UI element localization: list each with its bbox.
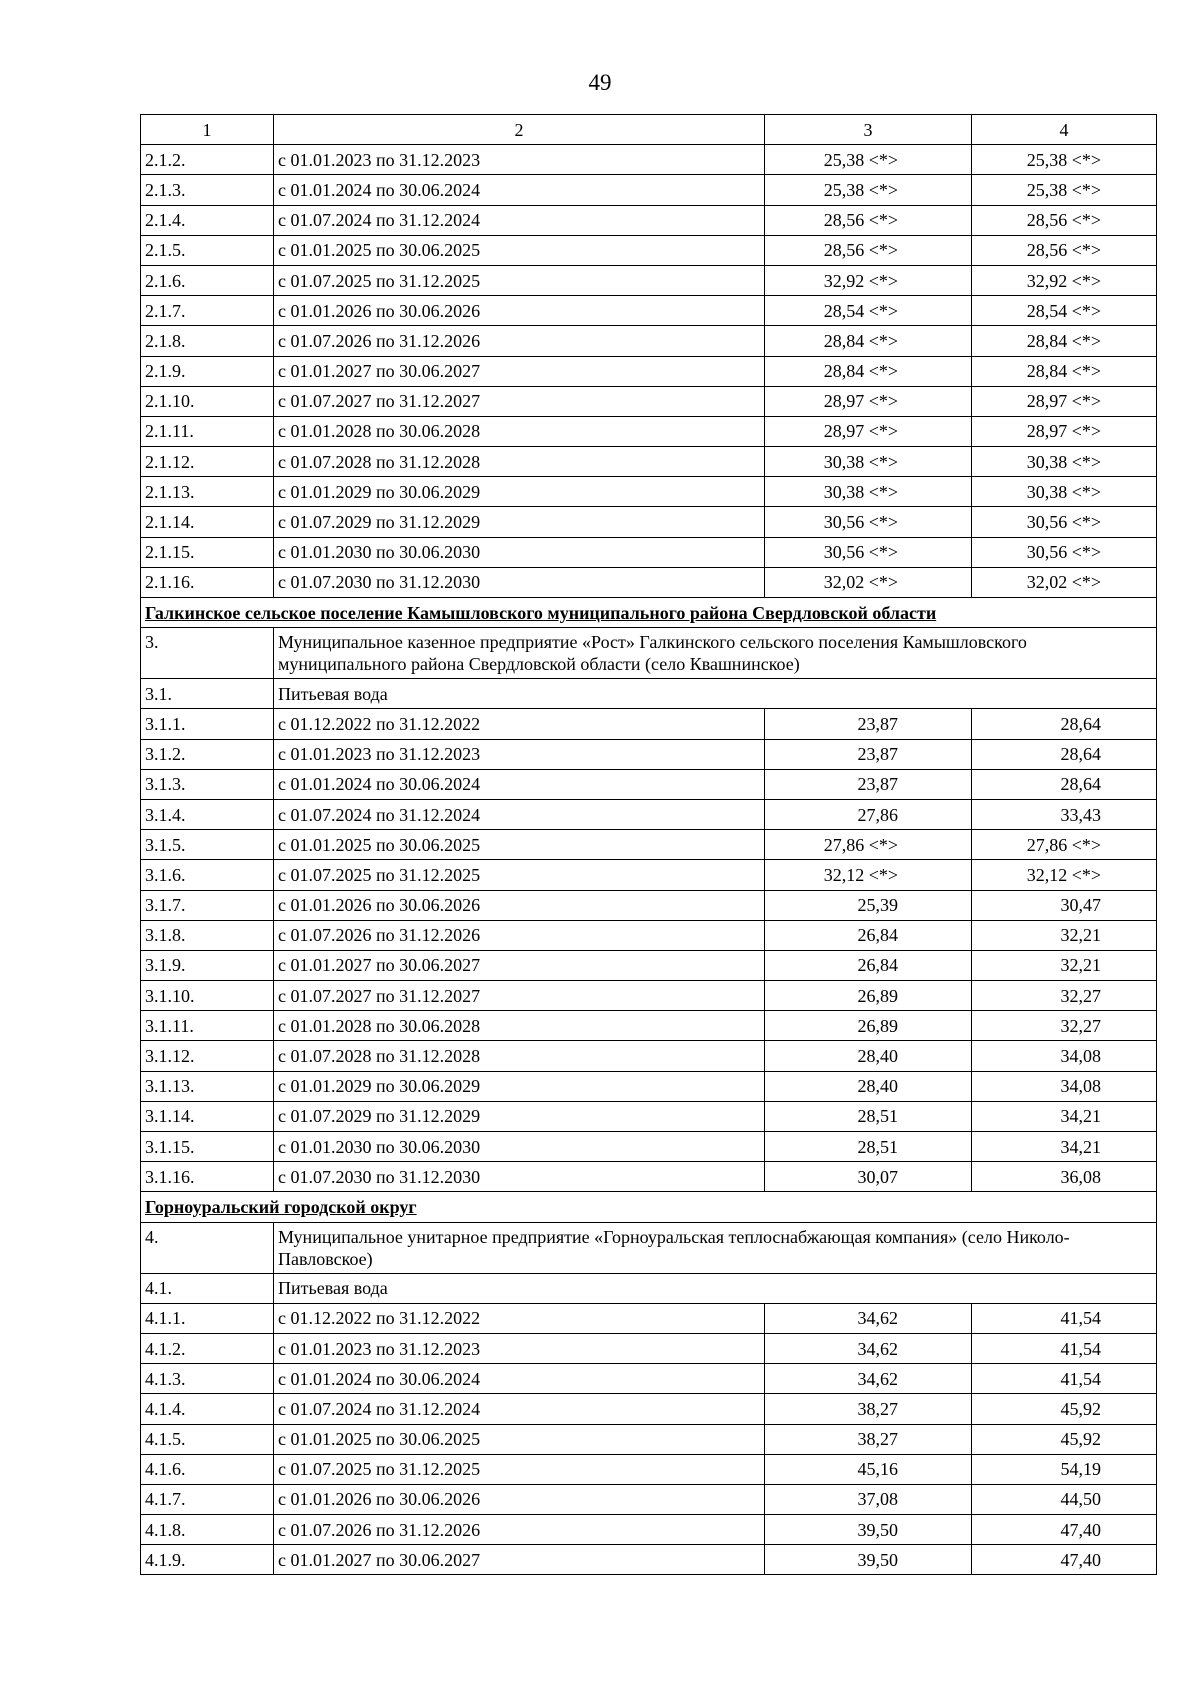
- period-cell: с 01.07.2030 по 31.12.2030: [274, 1162, 765, 1192]
- tariff-col-4: 30,56 <*>: [972, 507, 1157, 537]
- tariff-col-4: 30,38 <*>: [972, 447, 1157, 477]
- table-row: [141, 1394, 1157, 1424]
- table-row: [141, 1364, 1157, 1394]
- row-number: 3.1.1.: [141, 709, 274, 739]
- row-number: 2.1.4.: [141, 205, 274, 235]
- table-row: [141, 477, 1157, 507]
- row-number: 2.1.5.: [141, 235, 274, 265]
- section-heading-row: [141, 1192, 1157, 1222]
- tariff-col-4: 30,56 <*>: [972, 537, 1157, 567]
- tariff-col-3: 39,50: [765, 1515, 972, 1545]
- row-number: 2.1.2.: [141, 145, 274, 175]
- tariff-col-4: 28,54 <*>: [972, 296, 1157, 326]
- tariff-col-3: 26,89: [765, 981, 972, 1011]
- period-cell: с 01.12.2022 по 31.12.2022: [274, 709, 765, 739]
- row-number: 3.1.5.: [141, 830, 274, 860]
- table-row: [141, 739, 1157, 769]
- table-row: [141, 537, 1157, 567]
- tariff-col-4: 28,64: [972, 709, 1157, 739]
- tariff-col-3: 30,07: [765, 1162, 972, 1192]
- period-cell: с 01.01.2029 по 30.06.2029: [274, 1071, 765, 1101]
- tariff-col-3: 34,62: [765, 1303, 972, 1333]
- tariff-col-4: 28,84 <*>: [972, 356, 1157, 386]
- organization-row: [141, 1222, 1157, 1273]
- period-cell: с 01.01.2027 по 30.06.2027: [274, 950, 765, 980]
- period-cell: с 01.07.2026 по 31.12.2026: [274, 920, 765, 950]
- tariff-col-4: 25,38 <*>: [972, 145, 1157, 175]
- tariff-col-3: 25,38 <*>: [765, 145, 972, 175]
- period-cell: с 01.07.2029 по 31.12.2029: [274, 507, 765, 537]
- table-row: [141, 1101, 1157, 1131]
- table-row: [141, 205, 1157, 235]
- row-number: 4.1.4.: [141, 1394, 274, 1424]
- table-row: [141, 799, 1157, 829]
- table-row: [141, 890, 1157, 920]
- header-col-4: 4: [972, 115, 1157, 145]
- period-cell: с 01.07.2029 по 31.12.2029: [274, 1101, 765, 1131]
- tariff-col-3: 28,40: [765, 1071, 972, 1101]
- tariff-table: [140, 114, 1157, 1575]
- tariff-col-4: 32,27: [972, 981, 1157, 1011]
- table-row: [141, 769, 1157, 799]
- row-number: 3.1.: [141, 679, 274, 709]
- tariff-col-3: 23,87: [765, 739, 972, 769]
- header-col-3: 3: [765, 115, 972, 145]
- table-row: [141, 950, 1157, 980]
- row-number: 4.1.5.: [141, 1424, 274, 1454]
- period-cell: с 01.07.2024 по 31.12.2024: [274, 799, 765, 829]
- period-cell: с 01.07.2030 по 31.12.2030: [274, 567, 765, 597]
- row-number: 2.1.7.: [141, 296, 274, 326]
- tariff-col-3: 28,51: [765, 1132, 972, 1162]
- table-row: [141, 830, 1157, 860]
- tariff-col-3: 28,97 <*>: [765, 416, 972, 446]
- table-row: [141, 175, 1157, 205]
- row-number: 3.1.13.: [141, 1071, 274, 1101]
- row-number: 4.: [141, 1222, 274, 1273]
- tariff-col-3: 28,84 <*>: [765, 356, 972, 386]
- period-cell: с 01.07.2028 по 31.12.2028: [274, 447, 765, 477]
- tariff-col-3: 28,56 <*>: [765, 235, 972, 265]
- row-number: 4.1.7.: [141, 1484, 274, 1514]
- tariff-col-4: 28,84 <*>: [972, 326, 1157, 356]
- period-cell: с 01.07.2026 по 31.12.2026: [274, 1515, 765, 1545]
- period-cell: с 01.12.2022 по 31.12.2022: [274, 1303, 765, 1333]
- table-row: [141, 145, 1157, 175]
- row-number: 3.1.3.: [141, 769, 274, 799]
- tariff-col-3: 32,02 <*>: [765, 567, 972, 597]
- tariff-col-3: 30,38 <*>: [765, 477, 972, 507]
- table-row: [141, 860, 1157, 890]
- service-name: Питьевая вода: [274, 1273, 1157, 1303]
- period-cell: с 01.01.2023 по 31.12.2023: [274, 739, 765, 769]
- tariff-col-3: 27,86 <*>: [765, 830, 972, 860]
- tariff-col-4: 28,64: [972, 769, 1157, 799]
- tariff-col-3: 26,84: [765, 950, 972, 980]
- tariff-col-3: 25,38 <*>: [765, 175, 972, 205]
- table-header-row: [141, 115, 1157, 145]
- table-row: [141, 1545, 1157, 1575]
- tariff-col-3: 28,54 <*>: [765, 296, 972, 326]
- table-row: [141, 507, 1157, 537]
- period-cell: с 01.07.2025 по 31.12.2025: [274, 1454, 765, 1484]
- tariff-col-3: 38,27: [765, 1394, 972, 1424]
- period-cell: с 01.01.2027 по 30.06.2027: [274, 1545, 765, 1575]
- period-cell: с 01.01.2025 по 30.06.2025: [274, 235, 765, 265]
- section-heading: Галкинское сельское поселение Камышловского муниципального района Свердловской области: [141, 598, 1157, 628]
- tariff-col-3: 27,86: [765, 799, 972, 829]
- table-row: [141, 416, 1157, 446]
- table-row: [141, 1333, 1157, 1363]
- tariff-col-4: 36,08: [972, 1162, 1157, 1192]
- table-row: [141, 1303, 1157, 1333]
- row-number: 2.1.15.: [141, 537, 274, 567]
- section-heading-row: [141, 598, 1157, 628]
- row-number: 2.1.8.: [141, 326, 274, 356]
- table-row: [141, 296, 1157, 326]
- period-cell: с 01.07.2027 по 31.12.2027: [274, 981, 765, 1011]
- period-cell: с 01.01.2028 по 30.06.2028: [274, 1011, 765, 1041]
- tariff-col-4: 32,92 <*>: [972, 265, 1157, 295]
- row-number: 3.1.12.: [141, 1041, 274, 1071]
- table-row: [141, 447, 1157, 477]
- row-number: 2.1.11.: [141, 416, 274, 446]
- row-number: 3.1.2.: [141, 739, 274, 769]
- tariff-col-3: 23,87: [765, 709, 972, 739]
- organization-name: Муниципальное унитарное предприятие «Горноуральская теплоснабжающая компания» (село Николо-Павловское): [274, 1222, 1157, 1273]
- period-cell: с 01.01.2024 по 30.06.2024: [274, 1364, 765, 1394]
- row-number: 2.1.3.: [141, 175, 274, 205]
- tariff-col-4: 33,43: [972, 799, 1157, 829]
- period-cell: с 01.07.2024 по 31.12.2024: [274, 1394, 765, 1424]
- tariff-col-3: 37,08: [765, 1484, 972, 1514]
- row-number: 3.1.11.: [141, 1011, 274, 1041]
- row-number: 3.1.8.: [141, 920, 274, 950]
- row-number: 3.1.14.: [141, 1101, 274, 1131]
- row-number: 2.1.10.: [141, 386, 274, 416]
- tariff-col-3: 32,92 <*>: [765, 265, 972, 295]
- service-row: [141, 679, 1157, 709]
- service-row: [141, 1273, 1157, 1303]
- tariff-col-4: 32,21: [972, 920, 1157, 950]
- period-cell: с 01.07.2025 по 31.12.2025: [274, 265, 765, 295]
- table-row: [141, 1162, 1157, 1192]
- tariff-col-4: 34,08: [972, 1041, 1157, 1071]
- tariff-col-4: 34,21: [972, 1101, 1157, 1131]
- tariff-col-3: 28,97 <*>: [765, 386, 972, 416]
- tariff-col-4: 41,54: [972, 1364, 1157, 1394]
- table-row: [141, 1515, 1157, 1545]
- tariff-col-4: 30,38 <*>: [972, 477, 1157, 507]
- table-row: [141, 920, 1157, 950]
- period-cell: с 01.07.2028 по 31.12.2028: [274, 1041, 765, 1071]
- tariff-col-4: 25,38 <*>: [972, 175, 1157, 205]
- tariff-col-4: 54,19: [972, 1454, 1157, 1484]
- row-number: 3.1.6.: [141, 860, 274, 890]
- row-number: 4.1.6.: [141, 1454, 274, 1484]
- tariff-col-4: 28,56 <*>: [972, 205, 1157, 235]
- header-col-1: 1: [141, 115, 274, 145]
- row-number: 3.1.16.: [141, 1162, 274, 1192]
- service-name: Питьевая вода: [274, 679, 1157, 709]
- period-cell: с 01.07.2027 по 31.12.2027: [274, 386, 765, 416]
- row-number: 3.1.9.: [141, 950, 274, 980]
- tariff-col-3: 28,84 <*>: [765, 326, 972, 356]
- row-number: 3.1.7.: [141, 890, 274, 920]
- row-number: 2.1.14.: [141, 507, 274, 537]
- period-cell: с 01.01.2030 по 30.06.2030: [274, 1132, 765, 1162]
- tariff-col-4: 28,56 <*>: [972, 235, 1157, 265]
- tariff-col-4: 47,40: [972, 1545, 1157, 1575]
- tariff-col-3: 30,56 <*>: [765, 537, 972, 567]
- table-row: [141, 356, 1157, 386]
- period-cell: с 01.07.2024 по 31.12.2024: [274, 205, 765, 235]
- period-cell: с 01.01.2023 по 31.12.2023: [274, 145, 765, 175]
- tariff-col-3: 28,40: [765, 1041, 972, 1071]
- tariff-col-3: 34,62: [765, 1333, 972, 1363]
- tariff-col-4: 28,97 <*>: [972, 416, 1157, 446]
- tariff-col-4: 34,08: [972, 1071, 1157, 1101]
- row-number: 3.1.15.: [141, 1132, 274, 1162]
- row-number: 4.1.3.: [141, 1364, 274, 1394]
- period-cell: с 01.01.2025 по 30.06.2025: [274, 830, 765, 860]
- tariff-col-3: 28,51: [765, 1101, 972, 1131]
- table-row: [141, 386, 1157, 416]
- row-number: 4.1.9.: [141, 1545, 274, 1575]
- table-row: [141, 326, 1157, 356]
- tariff-col-4: 32,27: [972, 1011, 1157, 1041]
- header-col-2: 2: [274, 115, 765, 145]
- period-cell: с 01.01.2026 по 30.06.2026: [274, 1484, 765, 1514]
- tariff-col-4: 32,02 <*>: [972, 567, 1157, 597]
- tariff-col-4: 28,97 <*>: [972, 386, 1157, 416]
- period-cell: с 01.07.2025 по 31.12.2025: [274, 860, 765, 890]
- tariff-col-4: 34,21: [972, 1132, 1157, 1162]
- row-number: 4.1.: [141, 1273, 274, 1303]
- tariff-col-3: 26,84: [765, 920, 972, 950]
- table-row: [141, 1454, 1157, 1484]
- page-number: 49: [588, 70, 612, 95]
- tariff-col-4: 45,92: [972, 1394, 1157, 1424]
- tariff-col-4: 28,64: [972, 739, 1157, 769]
- tariff-col-3: 30,38 <*>: [765, 447, 972, 477]
- table-row: [141, 235, 1157, 265]
- table-row: [141, 1132, 1157, 1162]
- row-number: 2.1.16.: [141, 567, 274, 597]
- row-number: 3.: [141, 628, 274, 679]
- table-row: [141, 1071, 1157, 1101]
- row-number: 4.1.2.: [141, 1333, 274, 1363]
- organization-name: Муниципальное казенное предприятие «Рост» Галкинского сельского поселения Камышловского муниципального района Свердловской области (село Квашнинское): [274, 628, 1157, 679]
- tariff-col-4: 32,21: [972, 950, 1157, 980]
- tariff-col-3: 30,56 <*>: [765, 507, 972, 537]
- tariff-col-4: 32,12 <*>: [972, 860, 1157, 890]
- tariff-col-3: 45,16: [765, 1454, 972, 1484]
- table-row: [141, 1484, 1157, 1514]
- tariff-col-3: 26,89: [765, 1011, 972, 1041]
- table-row: [141, 1424, 1157, 1454]
- tariff-col-3: 28,56 <*>: [765, 205, 972, 235]
- period-cell: с 01.01.2025 по 30.06.2025: [274, 1424, 765, 1454]
- period-cell: с 01.01.2026 по 30.06.2026: [274, 890, 765, 920]
- tariff-col-3: 38,27: [765, 1424, 972, 1454]
- period-cell: с 01.01.2029 по 30.06.2029: [274, 477, 765, 507]
- section-heading: Горноуральский городской округ: [141, 1192, 1157, 1222]
- tariff-col-4: 30,47: [972, 890, 1157, 920]
- table-row: [141, 709, 1157, 739]
- tariff-col-3: 39,50: [765, 1545, 972, 1575]
- period-cell: с 01.01.2030 по 30.06.2030: [274, 537, 765, 567]
- row-number: 4.1.8.: [141, 1515, 274, 1545]
- period-cell: с 01.01.2024 по 30.06.2024: [274, 175, 765, 205]
- tariff-col-4: 47,40: [972, 1515, 1157, 1545]
- row-number: 2.1.13.: [141, 477, 274, 507]
- period-cell: с 01.01.2023 по 31.12.2023: [274, 1333, 765, 1363]
- period-cell: с 01.01.2024 по 30.06.2024: [274, 769, 765, 799]
- row-number: 3.1.10.: [141, 981, 274, 1011]
- tariff-col-4: 27,86 <*>: [972, 830, 1157, 860]
- tariff-col-4: 41,54: [972, 1303, 1157, 1333]
- period-cell: с 01.07.2026 по 31.12.2026: [274, 326, 765, 356]
- tariff-col-3: 23,87: [765, 769, 972, 799]
- tariff-col-3: 25,39: [765, 890, 972, 920]
- row-number: 4.1.1.: [141, 1303, 274, 1333]
- tariff-col-3: 32,12 <*>: [765, 860, 972, 890]
- table-row: [141, 567, 1157, 597]
- tariff-col-3: 34,62: [765, 1364, 972, 1394]
- table-row: [141, 981, 1157, 1011]
- table-row: [141, 265, 1157, 295]
- tariff-col-4: 45,92: [972, 1424, 1157, 1454]
- row-number: 2.1.9.: [141, 356, 274, 386]
- table-row: [141, 1041, 1157, 1071]
- period-cell: с 01.01.2027 по 30.06.2027: [274, 356, 765, 386]
- period-cell: с 01.01.2026 по 30.06.2026: [274, 296, 765, 326]
- table-row: [141, 1011, 1157, 1041]
- organization-row: [141, 628, 1157, 679]
- row-number: 3.1.4.: [141, 799, 274, 829]
- row-number: 2.1.12.: [141, 447, 274, 477]
- tariff-col-4: 41,54: [972, 1333, 1157, 1363]
- tariff-col-4: 44,50: [972, 1484, 1157, 1514]
- period-cell: с 01.01.2028 по 30.06.2028: [274, 416, 765, 446]
- row-number: 2.1.6.: [141, 265, 274, 295]
